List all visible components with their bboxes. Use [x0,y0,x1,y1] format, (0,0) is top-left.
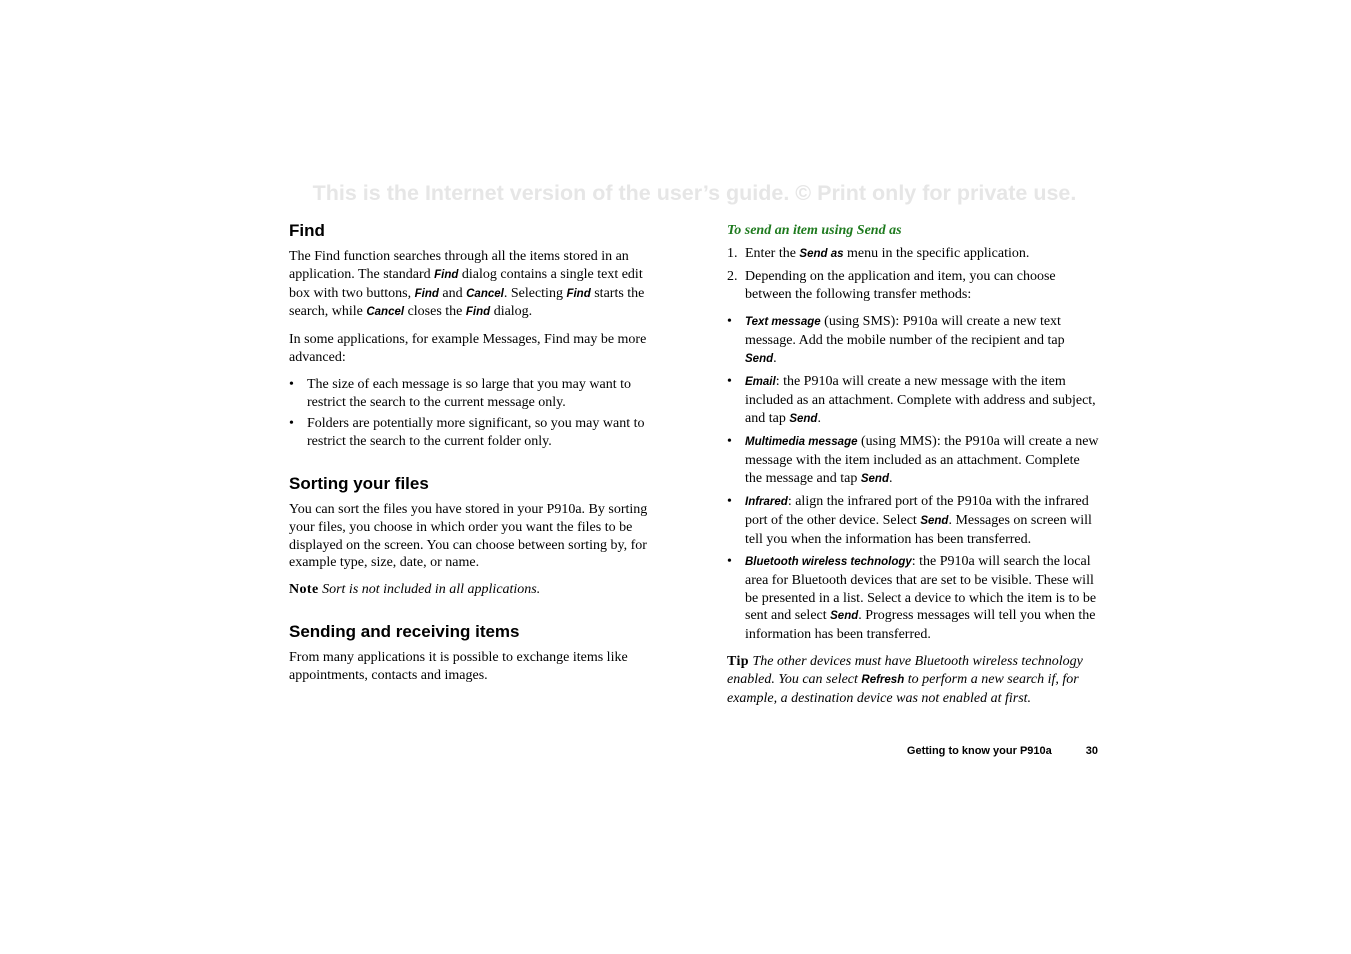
text-run: closes the [404,304,466,320]
send-steps-list [727,245,1099,303]
bullet-marker: • [289,416,294,432]
step-number: 2. [727,268,738,284]
ui-term: Infrared [745,496,788,509]
ui-term-send: Send [745,352,774,365]
text-run: . Messages on screen will tell you when the information has been transferred. [745,512,1092,547]
watermark-text: This is the Internet version of the user’s guide. © Print only for private use. [312,181,1077,205]
list-item [289,376,661,412]
method-multimedia-message [727,433,1099,488]
text-run: Depending on the application and item, you can choose between the following transfer methods: [745,268,1056,302]
ui-term: Text message [745,316,821,329]
text-run: starts the search, while [289,285,645,320]
note-text: Sort is not included in all applications. [322,582,541,598]
text-run: and [438,285,467,301]
page-number: 30 [1085,745,1098,757]
tip-text: to perform a new search if, for example, a destination device was not enabled at first. [727,671,1079,706]
ui-term-find: Find [434,268,459,281]
text-run: The Find function searches through all the items stored in an application. The standard [289,249,629,282]
text-run: : the P910a will search the local area for Bluetooth devices that are set to be visible. These will be presented in a list. Select a device to which the item is to be sent and select [745,553,1097,624]
text-run: Enter the [745,246,800,261]
ui-term-refresh: Refresh [861,673,905,686]
footer-section-title: Getting to know your P910a [906,745,1052,757]
bullet-marker: • [727,494,732,510]
method-email [727,373,1099,428]
find-heading: Find [289,221,325,240]
text-run: . [888,470,893,486]
ui-term: Multimedia message [745,436,858,449]
bullet-marker: • [727,553,732,569]
tip-label: Tip [727,653,749,669]
ui-term-cancel: Cancel [466,287,504,300]
text-run: . [773,350,777,366]
sending-heading: Sending and receiving items [289,621,520,641]
right-column [727,220,1099,716]
bullet-marker: • [727,314,732,330]
text-run: dialog contains a single text edit box with two buttons, [289,266,643,301]
text-run: . Selecting [503,285,567,301]
sending-paragraph: From many applications it is possible to exchange items like appointments, contacts and images. [289,649,628,683]
sorting-paragraph: You can sort the files you have stored in your P910a. By sorting your files, you choose in which order you want the files to be displayed on the screen. You can choose between sorting by, for example type, size, date, or name. [289,501,648,571]
ui-term-find: Find [465,306,491,319]
page-footer [850,745,1098,757]
step-number: 1. [727,246,738,261]
list-item-text: The size of each message is so large that you may want to restrict the search to the current message only. [307,376,631,410]
method-infrared [727,493,1099,548]
send-as-subheading: To send an item using Send as [727,223,902,238]
ui-term-send: Send [860,472,889,485]
find-bullet-list [289,376,661,451]
ui-term-find: Find [566,287,591,300]
step-item [727,268,1099,304]
ui-term-send: Send [830,610,859,623]
text-run: (using MMS): the P910a will create a new message with the item included as an attachment. Complete the message and tap [745,434,1099,486]
bullet-marker: • [289,376,294,392]
ui-term-cancel: Cancel [366,306,405,319]
list-item-text: Folders are potentially more significant, so you may want to restrict the search to the current folder only. [307,416,645,450]
find-advanced-paragraph: In some applications, for example Messages, Find may be more advanced: [289,332,647,365]
sorting-note [289,581,661,599]
ui-term: Bluetooth wireless technology [745,555,912,568]
tip-text: The other devices must have Bluetooth wireless technology enabled. You can select [727,653,1083,687]
bullet-marker: • [727,374,732,390]
note-label: Note [289,582,319,598]
text-run: : align the infrared port of the P910a with the infrared port of the other device. Select [745,494,1089,528]
ui-term-send: Send [789,412,818,425]
ui-term-find: Find [414,287,439,300]
find-paragraph [289,248,661,322]
bullet-marker: • [727,434,732,450]
ui-term-send: Send [920,514,949,527]
step-item [727,245,1099,264]
text-run: dialog. [490,304,533,320]
text-run: : the P910a will create a new message with the item included as an attachment. Complete with address and subject, and tap [745,374,1096,426]
text-run: . [817,410,821,426]
tip-paragraph [727,653,1099,707]
text-run: (using SMS): P910a will create a new text message. Add the mobile number of the recipient and tap [745,314,1065,349]
list-item [289,415,661,451]
left-column [289,220,661,694]
text-run: menu in the specific application. [843,246,1030,261]
method-bluetooth [727,553,1099,644]
method-text-message [727,313,1099,368]
transfer-methods-list [727,313,1099,644]
ui-term: Email [745,376,776,389]
sorting-heading: Sorting your files [289,473,429,493]
ui-term-send-as: Send as [799,248,844,260]
text-run: . Progress messages will tell you when the information has been transferred. [745,608,1096,643]
